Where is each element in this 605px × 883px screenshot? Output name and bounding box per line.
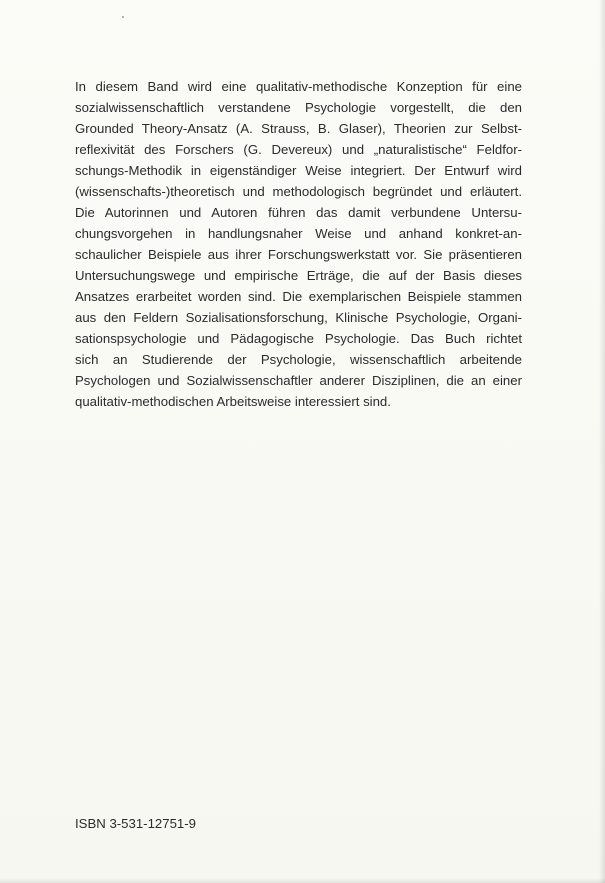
blurb-line-14: sich an Studierende der Psychologie, wissenschaftlich arbeitende <box>75 352 522 367</box>
isbn-number: ISBN 3-531-12751-9 <box>75 816 196 831</box>
blurb-line-1: In diesem Band wird eine qualitativ-methodische Konzeption für eine <box>75 79 522 94</box>
blurb-line-9: schaulicher Beispiele aus ihrer Forschungswerkstatt vor. Sie präsentieren <box>75 247 522 262</box>
blurb-line-8: chungsvorgehen in handlungsnaher Weise und anhand konkret-an- <box>75 226 522 241</box>
page-edge-shadow-right <box>599 0 605 883</box>
blurb-line-10: Untersuchungswege und empirische Erträge, die auf der Basis dieses <box>75 268 522 283</box>
blurb-line-4: reflexivität des Forschers (G. Devereux) und „naturalistische“ Feldfor- <box>75 142 522 157</box>
blurb-line-2: sozialwissenschaftlich verstandene Psychologie vorgestellt, die den <box>75 100 522 115</box>
blurb-line-6: (wissenschafts-)theoretisch und methodologisch begründet und erläutert. <box>75 184 522 199</box>
blurb-line-7: Die Autorinnen und Autoren führen das damit verbundene Untersu- <box>75 205 522 220</box>
blurb-line-11: Ansatzes erarbeitet worden sind. Die exemplarischen Beispiele stammen <box>75 289 522 304</box>
blurb-line-15: Psychologen und Sozialwissenschaftler anderer Disziplinen, die an einer <box>75 373 522 388</box>
blurb-paragraph <box>75 76 522 412</box>
page-edge-shadow-bottom <box>0 878 605 883</box>
blurb-line-12: aus den Feldern Sozialisationsforschung, Klinische Psychologie, Organi- <box>75 310 522 325</box>
paper-speck <box>122 16 124 18</box>
blurb-line-16: qualitativ-methodischen Arbeitsweise interessiert sind. <box>75 394 391 409</box>
blurb-line-5: schungs-Methodik in eigenständiger Weise integriert. Der Entwurf wird <box>75 163 522 178</box>
blurb-line-13: sationspsychologie und Pädagogische Psychologie. Das Buch richtet <box>75 331 522 346</box>
blurb-line-3: Grounded Theory-Ansatz (A. Strauss, B. Glaser), Theorien zur Selbst- <box>75 121 522 136</box>
